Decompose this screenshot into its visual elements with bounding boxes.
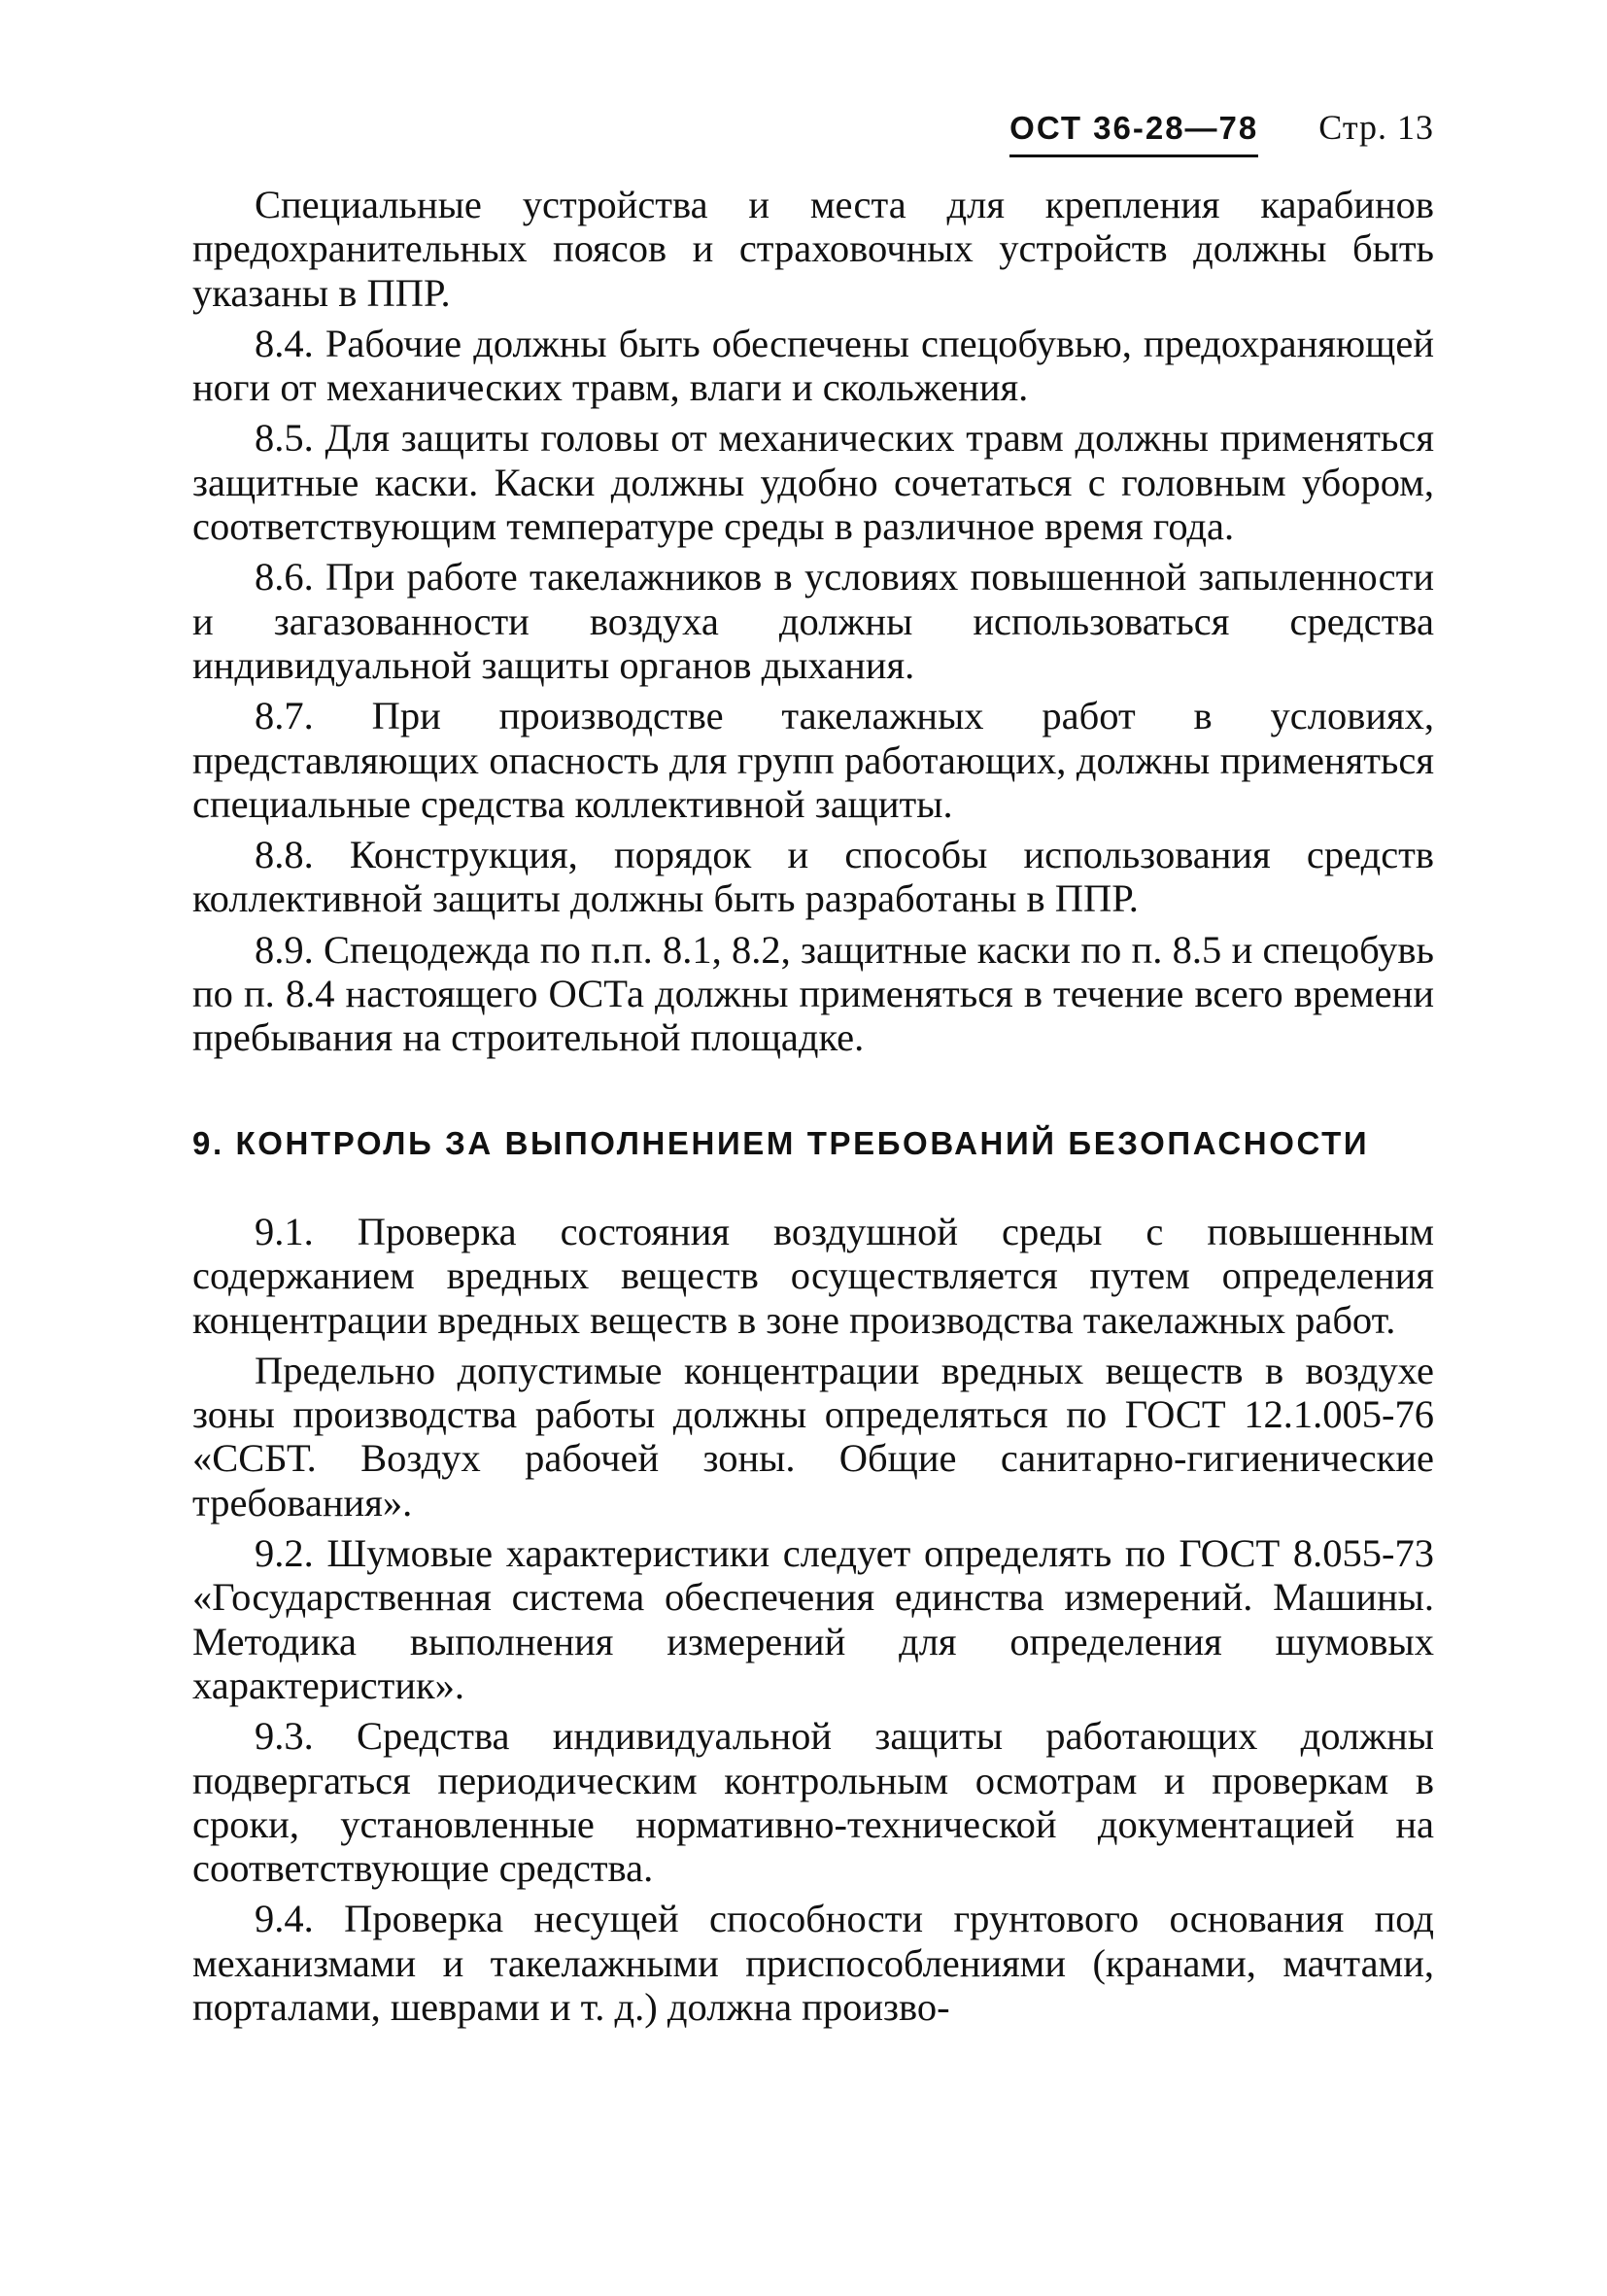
paragraph-8-6: 8.6. При работе такелажников в условиях повышенной запыленности и загазованности воздуха должны использоваться средства индивидуальной защиты органов дыхания. bbox=[192, 555, 1434, 687]
paragraph-9-1: 9.1. Проверка состояния воздушной среды с повышенным содержанием вредных веществ осуществляется путем определения концентрации вредных веществ в зоне производства такелажных работ. bbox=[192, 1209, 1434, 1342]
standard-code: ОСТ 36-28—78 bbox=[1009, 110, 1258, 157]
paragraph-8-8: 8.8. Конструкция, порядок и способы использования средств коллективной защиты должны быть разработаны в ППР. bbox=[192, 833, 1434, 921]
section-heading: 9. КОНТРОЛЬ ЗА ВЫПОЛНЕНИЕМ ТРЕБОВАНИЙ БЕЗОПАСНОСТИ bbox=[192, 1124, 1370, 1161]
paragraph-8-5: 8.5. Для защиты головы от механических травм должны применяться защитные каски. Каски должны удобно сочетаться с головным убором, соответствующим температуре среды в различное время года. bbox=[192, 416, 1434, 549]
paragraph-8-9: 8.9. Спецодежда по п.п. 8.1, 8.2, защитные каски по п. 8.5 и спецобувь по п. 8.4 настоящего ОСТа должны применяться в течение всего времени пребывания на строительной площадке. bbox=[192, 927, 1434, 1060]
document-body bbox=[192, 183, 1434, 2036]
page-header bbox=[1009, 107, 1434, 157]
paragraph-8-3-cont: Специальные устройства и места для крепления карабинов предохранительных поясов и страховочных устройств должны быть указаны в ППР. bbox=[192, 183, 1434, 315]
paragraph-9-1-limits: Предельно допустимые концентрации вредных веществ в воздухе зоны производства работы должны определяться по ГОСТ 12.1.005-76 «ССБТ. Воздух рабочей зоны. Общие санитарно-гигиенические требования». bbox=[192, 1348, 1434, 1525]
paragraph-9-2: 9.2. Шумовые характеристики следует определять по ГОСТ 8.055-73 «Государственная система обеспечения единства измерений. Машины. Методика выполнения измерений для определения шумовых характеристик». bbox=[192, 1531, 1434, 1707]
paragraph-8-4: 8.4. Рабочие должны быть обеспечены спецобувью, предохраняющей ноги от механических травм, влаги и скольжения. bbox=[192, 321, 1434, 410]
paragraph-9-4: 9.4. Проверка несущей способности грунтового основания под механизмами и такелажными приспособлениями (кранами, мачтами, порталами, шеврами и т. д.) должна произво- bbox=[192, 1897, 1434, 2029]
paragraph-9-3: 9.3. Средства индивидуальной защиты работающих должны подвергаться периодическим контрольным осмотрам и проверкам в сроки, установленные нормативно-технической документацией на соответствующие средства. bbox=[192, 1714, 1434, 1891]
paragraph-8-7: 8.7. При производстве такелажных работ в условиях, представляющих опасность для групп работающих, должны применяться специальные средства коллективной защиты. bbox=[192, 694, 1434, 826]
page-number: Стр. 13 bbox=[1318, 108, 1434, 147]
